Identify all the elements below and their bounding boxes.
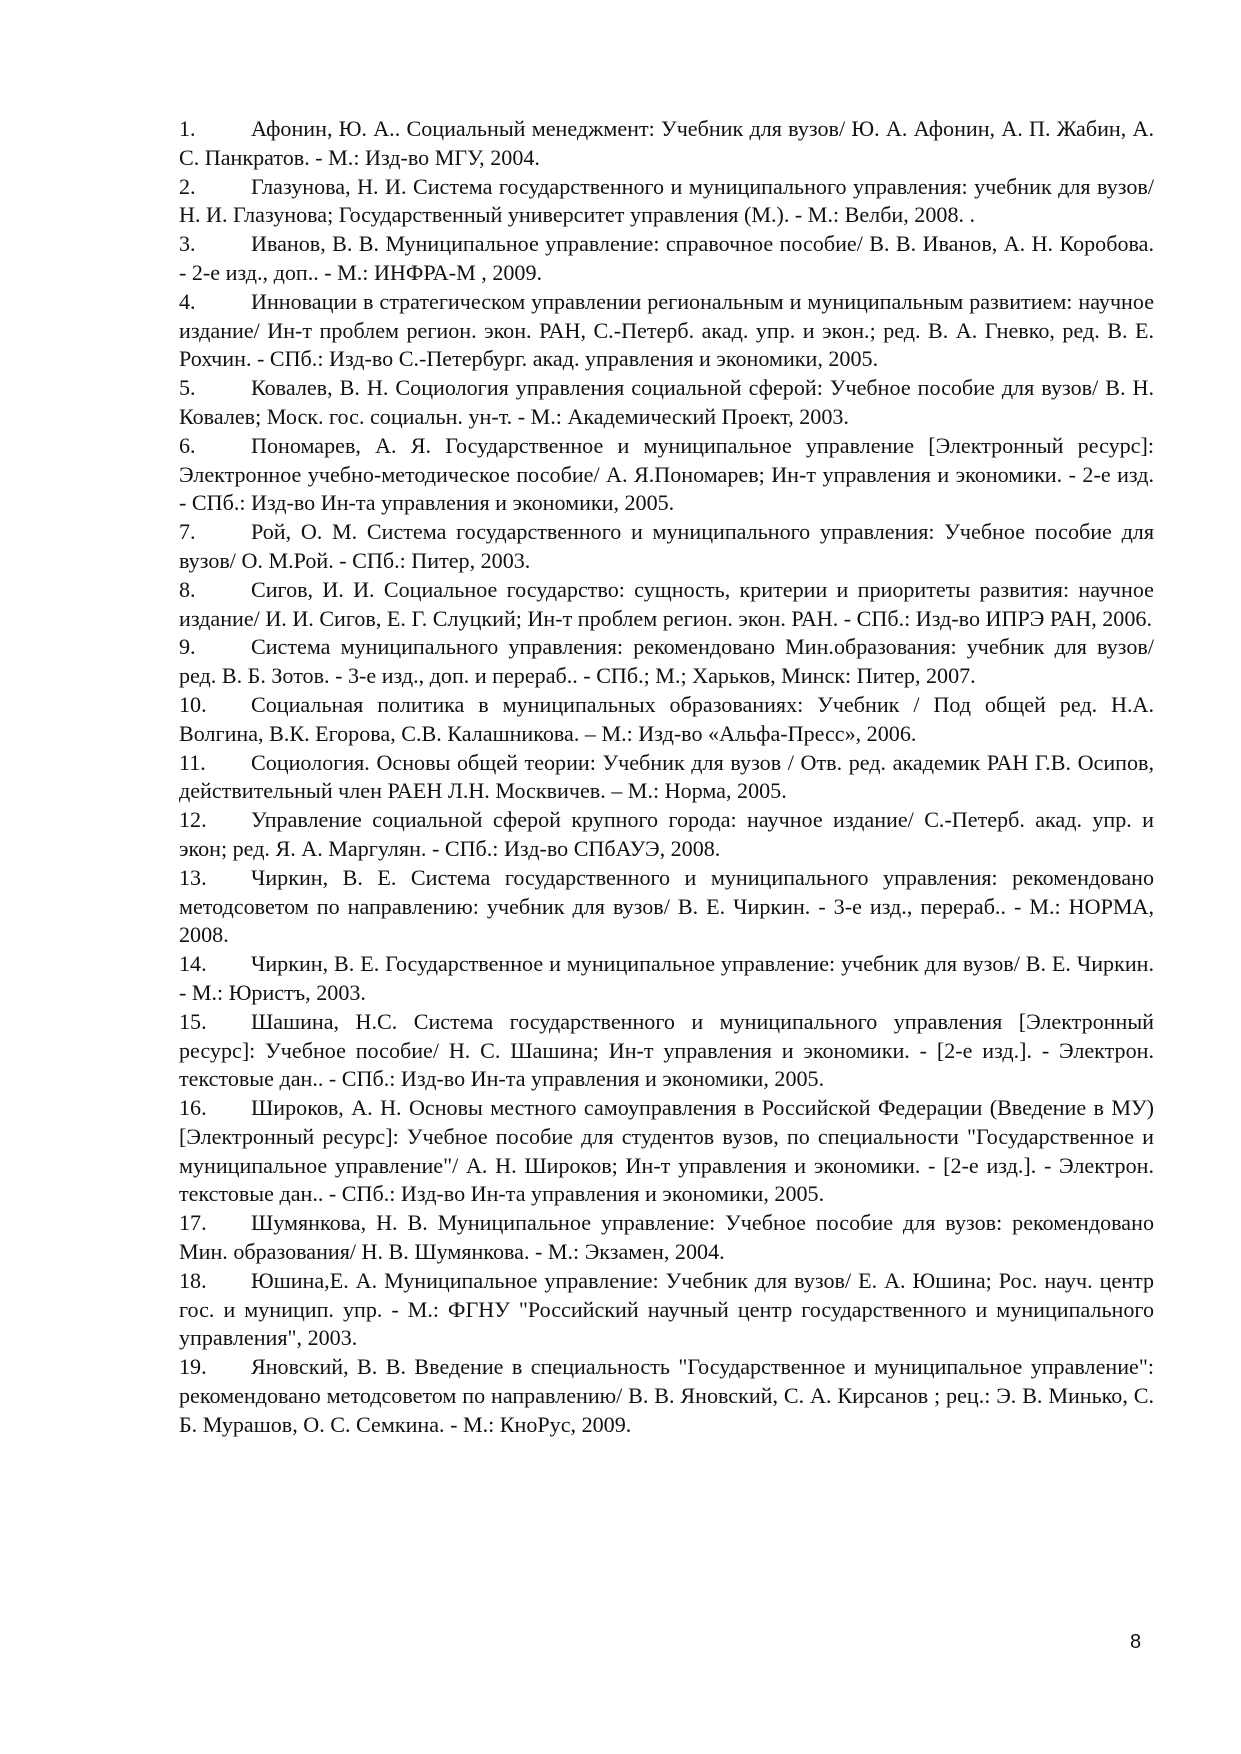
reference-item-7 [179, 518, 1154, 576]
reference-text: Социология. Основы общей теории: Учебник для вузов / Отв. ред. академик РАН Г.В. Осипов, действительный член РАЕН Л.Н. Москвичев. – М.: Норма, 2005. [179, 749, 1154, 804]
reference-number: 3. [179, 231, 196, 257]
reference-text: Ковалев, В. Н. Социология управления социальной сферой: Учебное пособие для вузов/ В. Н. Ковалев; Моск. гос. социальн. ун-т. - М.: Академический Проект, 2003. [179, 375, 1154, 429]
reference-number: 5. [179, 375, 196, 401]
reference-number: 17. [179, 1210, 207, 1236]
reference-text: Шашина, Н.С. Система государственного и муниципального управления [Электронный ресурс]: Учебное пособие/ Н. С. Шашина; Ин-т управления и экономики. - [2-е изд.]. - Электрон. текстовые дан.. - СПб.: Изд-во Ин-та управления и экономики, 2005. [179, 1008, 1154, 1092]
reference-number: 18. [179, 1267, 207, 1293]
reference-item-10 [179, 691, 1154, 749]
reference-item-19 [179, 1353, 1154, 1439]
reference-number: 7. [179, 519, 196, 545]
reference-number: 10. [179, 691, 207, 717]
reference-text: Чиркин, В. Е. Государственное и муниципальное управление: учебник для вузов/ В. Е. Чиркин. - М.: Юристъ, 2003. [179, 951, 1154, 1005]
reference-number: 8. [179, 576, 196, 602]
reference-text: Широков, А. Н. Основы местного самоуправления в Российской Федерации (Введение в МУ) [Электронный ресурс]: Учебное пособие для студентов вузов, по специальности "Государственное и муниципальное управление"/ А. Н. Широков; Ин-т управления и экономики. - [2-е изд.]. - Электрон. текстовые дан.. - СПб.: Изд-во Ин-та управления и экономики, 2005. [179, 1095, 1154, 1207]
reference-item-9 [179, 633, 1154, 691]
reference-text: Яновский, В. В. Введение в специальность "Государственное и муниципальное управление": рекомендовано методсоветом по направлению/ В. В. Яновский, С. А. Кирсанов ; рец.: Э. В. Минько, С. Б. Мурашов, О. С. Семкина. - М.: КноРус, 2009. [179, 1354, 1154, 1437]
reference-list [179, 115, 1154, 1440]
reference-text: Шумянкова, Н. В. Муниципальное управление: Учебное пособие для вузов: рекомендовано Мин. образования/ Н. В. Шумянкова. - М.: Экзамен, 2004. [179, 1210, 1154, 1265]
reference-item-17 [179, 1209, 1154, 1267]
reference-item-13 [179, 864, 1154, 950]
reference-number: 1. [179, 116, 196, 141]
reference-item-2 [179, 173, 1154, 231]
reference-item-11 [179, 749, 1154, 807]
reference-item-4 [179, 288, 1154, 374]
reference-number: 6. [179, 432, 196, 458]
reference-text: Иванов, В. В. Муниципальное управление: справочное пособие/ В. В. Иванов, А. Н. Коробова. - 2-е изд., доп.. - М.: ИНФРА-М , 2009. [179, 231, 1154, 285]
reference-text: Глазунова, Н. И. Система государственного и муниципального управления: учебник для вузов/ Н. И. Глазунова; Государственный университет управления (М.). - М.: Велби, 2008. . [179, 173, 1154, 228]
reference-number: 4. [179, 288, 196, 314]
page-number: 8 [1130, 1631, 1142, 1653]
reference-number: 13. [179, 864, 207, 890]
reference-item-14 [179, 950, 1154, 1008]
reference-item-16 [179, 1094, 1154, 1209]
reference-item-6 [179, 432, 1154, 518]
reference-number: 2. [179, 173, 196, 199]
reference-text: Социальная политика в муниципальных образованиях: Учебник / Под общей ред. Н.А. Волгина, В.К. Егорова, С.В. Калашникова. – М.: Изд-во «Альфа-Пресс», 2006. [179, 691, 1154, 746]
reference-text: Управление социальной сферой крупного города: научное издание/ С.-Петерб. акад. упр. и экон; ред. Я. А. Маргулян. - СПб.: Изд-во СПбАУЭ, 2008. [179, 807, 1154, 861]
reference-item-12 [179, 806, 1154, 864]
reference-text: Инновации в стратегическом управлении региональным и муниципальным развитием: научное издание/ Ин-т проблем регион. экон. РАН, С.-Петерб. акад. упр. и экон.; ред. В. А. Гневко, ред. В. Е. Рохчин. - СПб.: Изд-во С.-Петербург. акад. управления и экономики, 2005. [179, 288, 1154, 372]
reference-text: Сигов, И. И. Социальное государство: сущность, критерии и приоритеты развития: научное издание/ И. И. Сигов, Е. Г. Слуцкий; Ин-т проблем регион. экон. РАН. - СПб.: Изд-во ИПРЭ РАН, 2006. [179, 576, 1154, 631]
reference-text: Рой, О. М. Система государственного и муниципального управления: Учебное пособие для вузов/ О. М.Рой. - СПб.: Питер, 2003. [179, 519, 1154, 573]
reference-number: 9. [179, 634, 196, 660]
reference-number: 12. [179, 807, 207, 833]
reference-number: 14. [179, 951, 207, 977]
reference-item-15 [179, 1008, 1154, 1094]
reference-item-3 [179, 230, 1154, 288]
reference-text: Афонин, Ю. А.. Социальный менеджмент: Учебник для вузов/ Ю. А. Афонин, А. П. Жабин, А. С. Панкратов. - М.: Изд-во МГУ, 2004. [179, 116, 1154, 170]
reference-number: 11. [179, 749, 206, 775]
reference-item-1 [179, 115, 1154, 173]
reference-number: 15. [179, 1008, 207, 1034]
reference-number: 19. [179, 1354, 207, 1380]
reference-number: 16. [179, 1095, 207, 1121]
reference-text: Система муниципального управления: рекомендовано Мин.образования: учебник для вузов/ ред. В. Б. Зотов. - 3-е изд., доп. и перераб.. - СПб.; М.; Харьков, Минск: Питер, 2007. [179, 634, 1154, 689]
reference-text: Чиркин, В. Е. Система государственного и муниципального управления: рекомендовано методсоветом по направлению: учебник для вузов/ В. Е. Чиркин. - 3-е изд., перераб.. - М.: НОРМА, 2008. [179, 864, 1154, 948]
reference-item-18 [179, 1267, 1154, 1353]
reference-item-8 [179, 576, 1154, 634]
reference-text: Пономарев, А. Я. Государственное и муниципальное управление [Электронный ресурс]: Электронное учебно-методическое пособие/ А. Я.Пономарев; Ин-т управления и экономики. - 2-е изд. - СПб.: Изд-во Ин-та управления и экономики, 2005. [179, 432, 1154, 516]
reference-text: Юшина,Е. А. Муниципальное управление: Учебник для вузов/ Е. А. Юшина; Рос. науч. центр гос. и муницип. упр. - М.: ФГНУ "Российский научный центр государственного и муниципального управления", 2003. [179, 1267, 1154, 1351]
reference-item-5 [179, 374, 1154, 432]
